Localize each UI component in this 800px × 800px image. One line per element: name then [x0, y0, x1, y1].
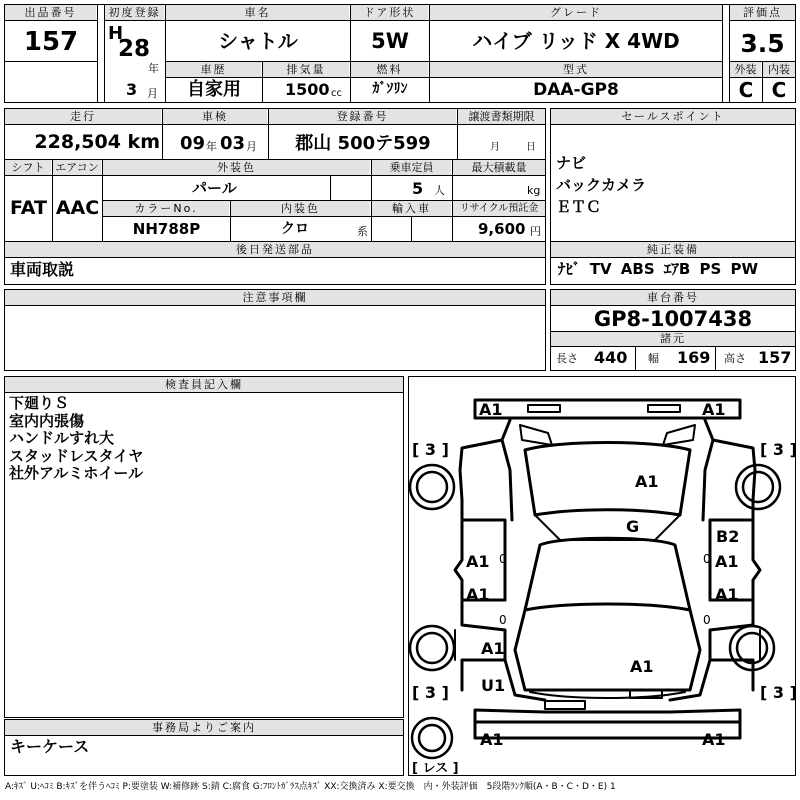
insp-month-unit: 月 — [246, 140, 257, 153]
mark-right-rear-door: A1 — [715, 585, 739, 604]
load-label: 最大積載量 — [453, 160, 545, 175]
equipment: ﾅﾋﾞ TV ABS ｴｱB PS PW — [558, 260, 759, 278]
transfer-label: 譲渡書類期限 — [458, 109, 545, 124]
reg-label: 初度登録 — [105, 5, 164, 20]
history: 自家用 — [187, 79, 241, 100]
reg-month-unit: 月 — [147, 87, 158, 100]
model-label: 型式 — [430, 62, 722, 77]
sales-item: ナビ — [556, 154, 587, 172]
int-label: 内装 — [763, 62, 795, 77]
transfer-day-unit: 日 — [526, 142, 536, 153]
capacity-label: 乗車定員 — [372, 160, 451, 175]
zero-mark: 0 — [499, 613, 507, 627]
interior-label: 内装色 — [231, 201, 370, 216]
door-label: ドア形状 — [351, 5, 428, 20]
color-label: 外装色 — [103, 160, 370, 175]
recycle-label: リサイクル預託金 — [453, 201, 545, 216]
notes-label: 注意事項欄 — [5, 290, 545, 305]
fuel-label: 燃料 — [351, 62, 428, 77]
plate: 郡山 500テ599 — [295, 133, 431, 154]
sales-item: ＥＴＣ — [556, 198, 602, 216]
name-label: 車名 — [166, 5, 349, 20]
grade: ハイブ リッド X 4WD — [472, 29, 680, 53]
ext-label: 外装 — [730, 62, 761, 77]
mileage: 228,504 km — [34, 131, 160, 153]
interior-color: クロ — [281, 221, 309, 237]
fuel: ｶﾞｿﾘﾝ — [372, 81, 408, 97]
ac: AAC — [55, 197, 100, 219]
int-score: C — [771, 78, 787, 102]
score: 3.5 — [740, 29, 785, 58]
mark-left-quarter: A1 — [481, 639, 505, 658]
later-parts-label: 後日発送部品 — [5, 242, 545, 257]
inspector-note: スタッドレスタイヤ — [9, 446, 144, 465]
mark-tire-fl: [ 3 ] — [412, 440, 449, 459]
mark-left-sill: U1 — [481, 676, 506, 695]
load-unit: kg — [527, 184, 541, 197]
height-label: 高さ — [724, 352, 746, 365]
disp-label: 排気量 — [263, 62, 349, 77]
transfer-month-unit: 月 — [490, 142, 500, 153]
insp-year-unit: 年 — [206, 140, 217, 153]
shift: FAT — [10, 197, 47, 219]
equipment-label: 純正装備 — [551, 242, 795, 257]
length-label: 長さ — [556, 352, 578, 365]
reg-year-unit: 年 — [148, 62, 159, 75]
sales-label: セールスポイント — [551, 109, 795, 124]
insp-month: 03 — [220, 133, 246, 154]
mark-left-rear-door: A1 — [466, 585, 490, 604]
mark-right-fender: B2 — [716, 527, 740, 546]
mark-rear-left: A1 — [480, 730, 504, 749]
color-no-label: カラーNo. — [103, 201, 229, 216]
inspector-note: ハンドルすれ大 — [9, 429, 115, 447]
lot-number: 157 — [23, 27, 79, 57]
mark-right-front-door: A1 — [715, 552, 739, 571]
capacity-unit: 人 — [434, 184, 445, 197]
door-type: 5W — [371, 29, 409, 53]
inspector-note: 室内内張傷 — [9, 411, 85, 430]
color-no: NH788P — [132, 220, 201, 238]
shift-label: シフト — [5, 160, 51, 175]
insp-year: 09 — [180, 133, 206, 154]
mark-hood: A1 — [635, 472, 659, 491]
plate-label: 登録番号 — [269, 109, 456, 124]
history-label: 車歴 — [166, 62, 261, 77]
mark-front-left: A1 — [479, 400, 503, 419]
inspector-label: 検査員記入欄 — [5, 377, 403, 392]
legend: A:ｷｽﾞ U:ﾍｺﾐ B:ｷｽﾞを伴うﾍｺﾐ P:要塗装 W:補修跡 S:錆 C:腐食 G:ﾌﾛﾝﾄｶﾞﾗｽ点ｷｽﾞ XX:交換済み X:要交換 内・外装評価 5段階ﾗﾝｸ順(A・B・C・D・E) 1 — [5, 782, 616, 792]
color: パール — [192, 179, 237, 197]
displacement-unit: cc — [331, 88, 342, 99]
lot-label: 出品番号 — [5, 5, 96, 20]
import-label: 輸入車 — [372, 201, 451, 216]
interior-unit: 系 — [357, 225, 368, 238]
chassis-label: 車台番号 — [551, 290, 795, 305]
mark-tire-fr: [ 3 ] — [760, 440, 797, 459]
sales-item: バックカメラ — [556, 176, 647, 194]
reg-year: 28 — [118, 36, 151, 62]
recycle-unit: 円 — [530, 225, 541, 238]
mark-left-front-door: A1 — [466, 552, 490, 571]
zero-mark: 0 — [499, 552, 507, 566]
mark-trunk: A1 — [630, 657, 654, 676]
mileage-label: 走行 — [5, 109, 161, 124]
specs-label: 諸元 — [551, 332, 795, 346]
width: 169 — [677, 348, 711, 367]
mark-spare: [ レス ] — [412, 761, 459, 776]
inspector-note: 下廻りＳ — [9, 394, 70, 412]
capacity: 5 — [412, 179, 424, 198]
displacement: 1500 — [285, 80, 330, 99]
zero-mark: 0 — [703, 552, 711, 566]
mark-front-right: A1 — [702, 400, 726, 419]
office-note: キーケース — [10, 737, 90, 756]
chassis-number: GP8-1007438 — [593, 307, 753, 331]
inspection-label: 車検 — [163, 109, 267, 124]
mark-roof: G — [626, 517, 640, 536]
era: H — [108, 23, 124, 44]
model: DAA-GP8 — [533, 80, 619, 100]
height: 157 — [758, 348, 792, 367]
reg-month: 3 — [126, 80, 138, 99]
width-label: 幅 — [648, 352, 659, 365]
score-label: 評価点 — [730, 5, 795, 20]
ac-label: エアコン — [53, 160, 101, 175]
mark-rear-right: A1 — [702, 730, 726, 749]
mark-tire-rl: [ 3 ] — [412, 683, 449, 702]
ext-score: C — [738, 78, 754, 102]
later-parts: 車両取説 — [10, 260, 75, 279]
length: 440 — [594, 348, 628, 367]
car-name: シャトル — [218, 29, 298, 53]
office-label: 事務局よりご案内 — [5, 720, 403, 735]
zero-mark: 0 — [703, 613, 711, 627]
recycle: 9,600 — [478, 220, 526, 238]
inspector-note: 社外アルミホイール — [9, 464, 144, 482]
grade-label: グレード — [430, 5, 722, 20]
mark-tire-rr: [ 3 ] — [760, 683, 797, 702]
